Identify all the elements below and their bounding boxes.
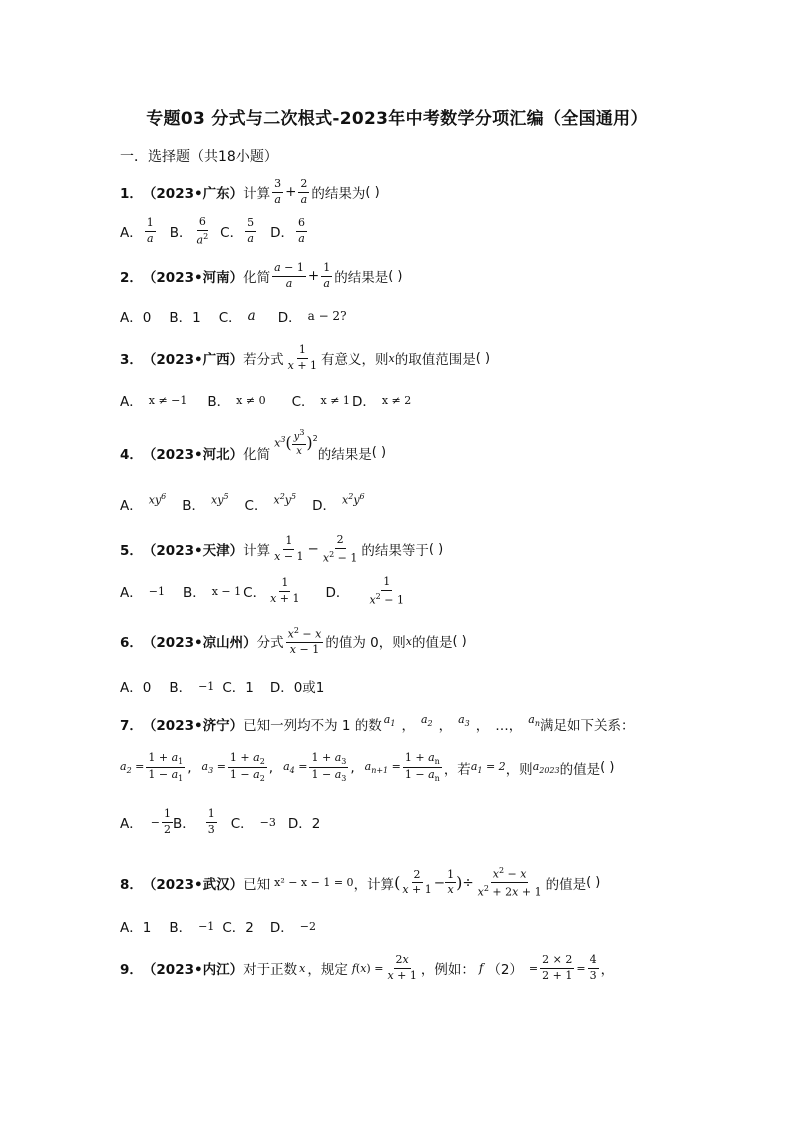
condition-expr: x² − x − 1 = 0	[274, 876, 354, 890]
option-c: C．2	[222, 920, 254, 936]
option-b-expr: x ≠ 0	[236, 393, 266, 407]
question-text: 的结果是	[334, 270, 389, 287]
question-text: 计算	[243, 543, 271, 560]
fraction: 1 $x^2 - 1$	[369, 575, 404, 607]
fraction: $x^2 - x$ x − 1	[287, 626, 322, 657]
fraction: 2 x + 1	[402, 867, 432, 897]
option-b: B．	[172, 816, 196, 833]
question-6	[120, 626, 467, 657]
option-d: D．	[277, 310, 302, 326]
option-b-expr: −1	[198, 679, 215, 693]
question-7-relations: $a_2$ = $\frac{1 + a_1}{1 - a_1}$ , $a_3$ = $\frac{1 + a_2}{1 - a_2}$ , $a_4$ = $\frac{1 + a_3}{1 - a_3}$ , $a_{n+1}$ = $\frac{1 + a_n}{1 - a_n}$ ，若 $a_1 = 2$ ，则 $a_{2023}$ 的值是 ( )	[120, 751, 615, 784]
question-text: 的值是	[545, 876, 587, 893]
question-source: （2023•河北）	[142, 446, 244, 463]
question-source: （2023•内江）	[142, 962, 244, 979]
option-d: D．0或1	[269, 680, 325, 696]
option-d-expr: x ≠ 2	[381, 393, 412, 407]
question-number: 9．	[120, 962, 143, 979]
fraction: $\frac{1}{2}$	[163, 807, 171, 836]
option-b: B．	[169, 680, 193, 696]
options-8	[120, 916, 316, 936]
ellipsis: …，	[495, 718, 523, 734]
option-b: B．	[169, 920, 193, 936]
question-source: （2023•河南）	[142, 270, 244, 287]
question-number: 2．	[120, 270, 143, 287]
option-c-expr: a	[247, 308, 256, 324]
option-b: B．	[169, 225, 193, 242]
options-6	[120, 676, 324, 696]
answer-blank: ( )	[371, 445, 387, 461]
fraction: $\frac{1 + a_n}{1 - a_n}$	[404, 751, 440, 784]
option-d: D．	[312, 498, 337, 514]
fraction: 5 a	[247, 216, 255, 245]
fraction: 6 a	[298, 216, 306, 245]
options-5	[120, 576, 408, 607]
fraction: 6 $a^2$	[196, 215, 209, 247]
question-source: （2023•凉山州）	[142, 635, 257, 652]
fraction: $\frac{2x}{x + 1}$	[387, 953, 417, 982]
question-text: 的值是	[559, 761, 601, 778]
question-source: （2023•广东）	[142, 186, 244, 203]
question-text: （2）	[487, 962, 523, 979]
question-text: ，则	[505, 761, 533, 778]
question-text: 的值是	[411, 635, 453, 652]
answer-blank: ( )	[475, 350, 491, 366]
option-d: D．	[325, 585, 350, 602]
question-number: 6．	[120, 635, 143, 652]
question-number: 5．	[120, 543, 143, 560]
option-c: C．	[291, 394, 315, 410]
question-2: 2． （2023•河南） 化简 a − 1 a + $\frac{1}{a}$ 的结果是 ( )	[120, 261, 403, 290]
fraction: $y^3$ x	[293, 428, 305, 457]
option-d: D．2	[287, 816, 321, 833]
option-c: C．	[243, 585, 267, 602]
page-title: 专题03 分式与二次根式-2023年中考数学分项汇编（全国通用）	[146, 109, 648, 129]
question-9: 9． （2023•内江） 对于正数 x ，规定 f(x) = $\frac{2x}{x + 1}$ ，例如： f （2） = $\frac{2 \times 2}{2 + 1}$ = $\frac{4}{3}$ ，	[120, 953, 615, 982]
question-text: 满足如下关系：	[539, 718, 635, 734]
option-c: C．	[230, 816, 254, 833]
question-text: ，若	[443, 761, 471, 778]
option-b-expr: −1	[198, 919, 215, 933]
option-c-expr: x ≠ 1	[320, 393, 350, 407]
answer-blank: ( )	[452, 633, 467, 649]
question-3	[120, 344, 490, 372]
answer-blank: ( )	[388, 268, 403, 284]
question-source: （2023•广西）	[142, 352, 244, 369]
question-text: ，规定	[307, 962, 348, 979]
question-number: 4．	[120, 446, 143, 463]
option-d: D．	[351, 394, 376, 410]
option-c: C．1	[222, 680, 254, 696]
question-text: 化简	[243, 270, 271, 287]
question-text: 已知	[243, 876, 271, 893]
option-c: C．	[220, 225, 244, 242]
option-a: A．	[120, 585, 143, 602]
option-a: A．	[120, 394, 143, 410]
question-text: 分式	[256, 635, 284, 652]
question-number: 8．	[120, 876, 143, 893]
option-c: C．	[244, 498, 268, 514]
question-8: 8． （2023•武汉） 已知 x² − x − 1 = 0 ，计算 ( 2 x + 1 − $\frac{1}{x}$ ) ÷ $\frac{x^2 - x}{x^2 + 2x + 1}$ 的值是 ( )	[120, 866, 601, 899]
option-b-expr: x − 1	[211, 584, 242, 598]
fraction: $\frac{2 \times 2}{2 + 1}$	[542, 953, 573, 982]
option-a-expr: −1	[148, 584, 165, 598]
fraction: $\frac{1 + a_3}{1 - a_3}$	[311, 751, 347, 784]
fraction: 1 3	[207, 807, 215, 836]
section-heading: 一．选择题（共18小题）	[120, 149, 278, 165]
question-number: 3．	[120, 352, 143, 369]
fraction: a − 1 a	[274, 261, 304, 290]
question-source: （2023•武汉）	[142, 876, 244, 893]
options-3	[120, 390, 411, 410]
function-symbol: f	[478, 961, 484, 976]
fraction: 1 x + 1	[270, 576, 300, 605]
options-2	[120, 306, 347, 326]
option-a: A．	[120, 816, 143, 833]
question-text: 对于正数	[243, 962, 298, 979]
fraction: $\frac{1 + a_1}{1 - a_1}$	[148, 751, 184, 784]
question-text: 已知一列均不为 1 的数	[243, 718, 382, 734]
option-a-expr: x ≠ −1	[148, 393, 188, 407]
fraction: $\frac{4}{3}$	[589, 953, 597, 982]
question-number: 7．	[120, 718, 143, 734]
variable: x	[299, 961, 306, 975]
question-source: （2023•济宁）	[142, 718, 244, 734]
question-text: 的结果为	[311, 186, 366, 203]
answer-blank: ( )	[586, 875, 601, 891]
option-b: B．	[182, 498, 206, 514]
question-text: 计算	[243, 186, 271, 203]
question-text: 有意义，则	[321, 352, 389, 369]
question-text: 若分式	[243, 352, 284, 369]
option-a: A．0	[120, 310, 152, 326]
options-7: A． − $\frac{1}{2}$ B． 1 3 C． −3 D．2	[120, 807, 321, 836]
fraction: 3 a	[274, 177, 282, 206]
fraction: 1 x − 1	[274, 534, 304, 563]
answer-blank: ( )	[428, 541, 444, 557]
variable: x	[388, 351, 395, 365]
answer-blank: ( )	[600, 760, 615, 776]
options-1	[120, 216, 309, 247]
option-c: C．	[218, 310, 242, 326]
question-text: 的结果是	[317, 446, 372, 463]
fraction: $\frac{2}{a}$	[300, 177, 308, 206]
fraction: 1 x + 1	[287, 343, 318, 372]
options-4: A． $xy^6$ B． $xy^5$ C． $x^2y^5$ D． $x^2y^6$	[120, 491, 365, 514]
fraction: $\frac{1 + a_2}{1 - a_2}$	[229, 751, 265, 784]
option-d-expr: a − 2?	[307, 309, 347, 323]
answer-blank: ( )	[365, 184, 380, 200]
question-text: 的结果等于	[361, 543, 429, 560]
option-a: A．	[120, 225, 143, 242]
fraction: $\frac{1}{x}$	[447, 867, 455, 897]
question-5: 5． （2023•天津） 计算 1 x − 1 − $\frac{2}{x^2 - 1}$ 的结果等于 ( )	[120, 533, 444, 565]
fraction: $\frac{x^2 - x}{x^2 + 2x + 1}$	[477, 866, 542, 899]
question-7: 7． （2023•济宁） 已知一列均不为 1 的数 $a_1$ ， $a_2$ ， $a_3$ ， …， $a_n$ 满足如下关系：	[120, 713, 635, 734]
fraction: 1 a	[146, 216, 154, 245]
fraction: $\frac{1}{a}$	[323, 261, 331, 290]
option-d: D．	[269, 920, 294, 936]
question-text: ，计算	[353, 876, 395, 893]
option-b: B．1	[169, 310, 201, 326]
question-source: （2023•天津）	[142, 543, 244, 560]
question-text: 的值为 0，则	[325, 635, 406, 652]
fraction: $\frac{2}{x^2 - 1}$	[322, 533, 358, 565]
option-d-expr: −2	[299, 919, 316, 933]
option-c-expr: −3	[259, 815, 276, 829]
question-text: 化简	[243, 446, 271, 463]
option-a: A．	[120, 498, 143, 514]
option-b: B．	[207, 394, 231, 410]
question-text: ，例如：	[420, 962, 475, 979]
option-a: A．0	[120, 680, 152, 696]
question-1: 1． （2023•广东） 计算 3 a + $\frac{2}{a}$ 的结果为 ( )	[120, 177, 380, 206]
option-a: A．1	[120, 920, 152, 936]
variable: x	[405, 634, 412, 648]
question-number: 1．	[120, 186, 143, 203]
option-d: D．	[270, 225, 295, 242]
question-4: 4． （2023•河北） 化简 $x^3$ ( $y^3$ x ) 2 的结果是 ( )	[120, 428, 387, 463]
question-text: 的取值范围是	[394, 352, 476, 369]
option-b: B．	[182, 585, 206, 602]
